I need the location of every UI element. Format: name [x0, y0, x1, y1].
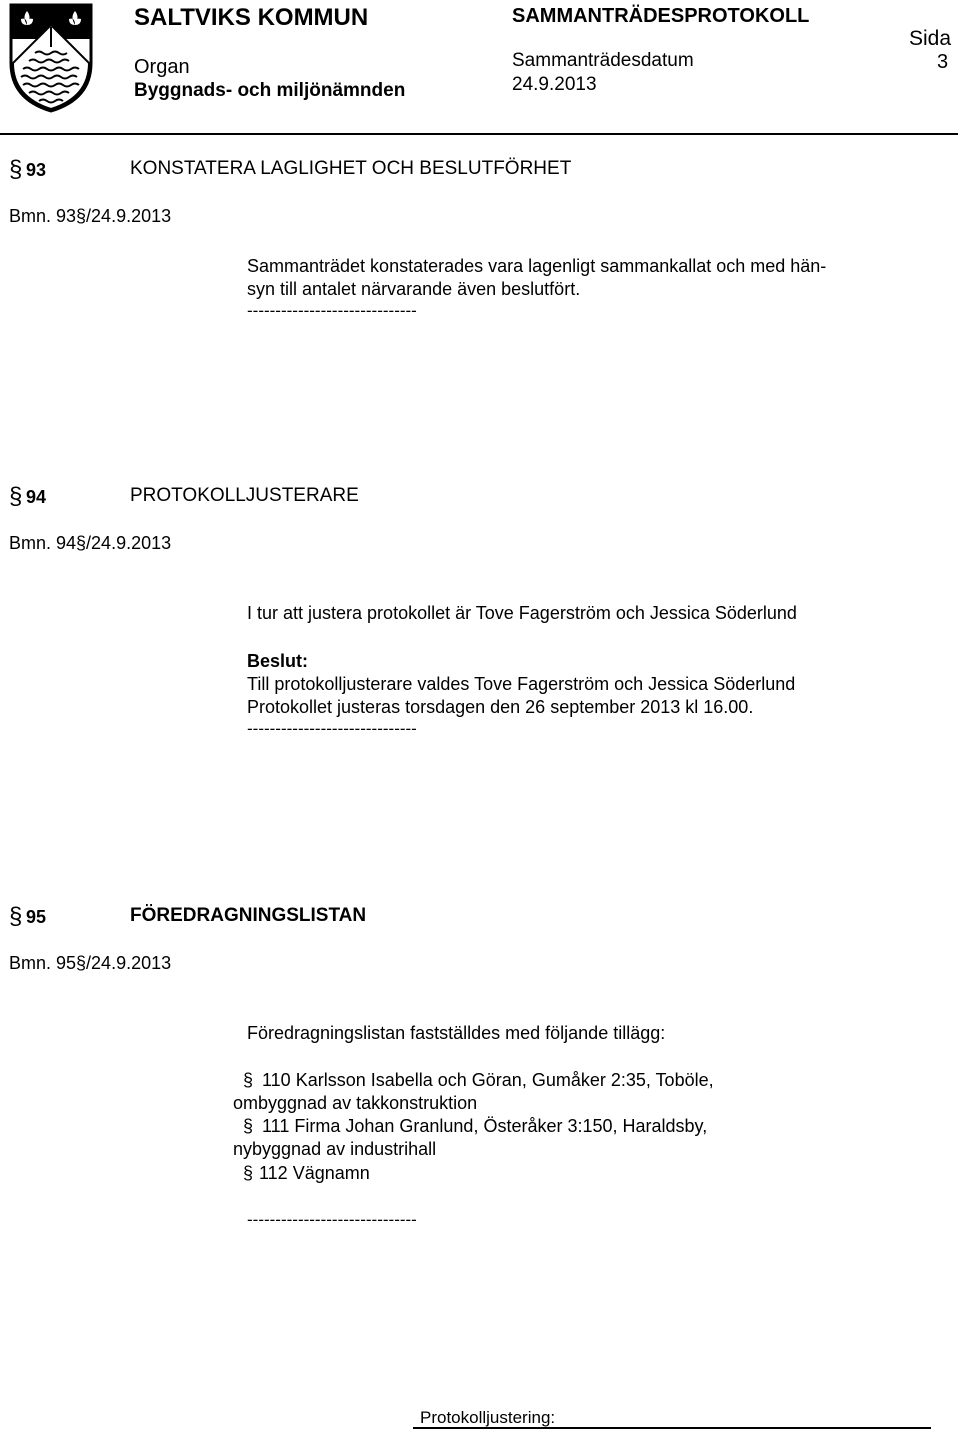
municipality-name: SALTVIKS KOMMUN — [134, 4, 369, 31]
protocol-verification-label: Protokolljustering: — [420, 1408, 556, 1427]
section-number: 93 — [26, 160, 47, 180]
meeting-date-value: 24.9.2013 — [512, 74, 597, 95]
decision-text-line: Till protokolljusterare valdes Tove Fagerström och Jessica Söderlund — [247, 674, 796, 694]
municipal-coat-of-arms-logo — [9, 3, 93, 113]
decision-text-line: Protokollet justeras torsdagen den 26 september 2013 kl 16.00. — [247, 697, 754, 717]
document-type: SAMMANTRÄDESPROTOKOLL — [512, 5, 810, 27]
section-title: FÖREDRAGNINGSLISTAN — [130, 905, 367, 926]
section-symbol: § — [9, 156, 23, 183]
section-reference: Bmn. 95§/24.9.2013 — [9, 953, 172, 973]
item-line: nybyggnad av industrihall — [233, 1139, 437, 1159]
item-line: ombyggnad av takkonstruktion — [233, 1093, 478, 1113]
page-label: Sida — [909, 27, 952, 50]
section-intro: Föredragningslistan fastställdes med följande tillägg: — [247, 1023, 666, 1043]
header-divider — [0, 133, 958, 135]
item-line: 112 Vägnamn — [259, 1163, 370, 1183]
item-symbol: § — [243, 1116, 254, 1136]
meeting-date-label: Sammanträdesdatum — [512, 50, 694, 71]
section-symbol: § — [9, 903, 23, 930]
section-intro: I tur att justera protokollet är Tove Fagerström och Jessica Söderlund — [247, 603, 797, 623]
section-text-line: syn till antalet närvarande även beslutfört. — [247, 279, 581, 299]
organ-label: Organ — [134, 56, 190, 78]
item-symbol: § — [243, 1070, 254, 1090]
section-title: PROTOKOLLJUSTERARE — [130, 485, 359, 506]
section-symbol: § — [9, 483, 23, 510]
organ-value: Byggnads- och miljönämnden — [134, 80, 406, 101]
signature-line — [413, 1427, 931, 1429]
section-text-line: Sammanträdet konstaterades vara lagenligt sammankallat och med hän- — [247, 256, 827, 276]
item-line: 111 Firma Johan Granlund, Österåker 3:150, Haraldsby, — [262, 1116, 708, 1136]
item-symbol: § — [243, 1163, 254, 1183]
section-title: KONSTATERA LAGLIGHET OCH BESLUTFÖRHET — [130, 158, 572, 179]
section-reference: Bmn. 93§/24.9.2013 — [9, 206, 172, 226]
section-separator: ------------------------------ — [247, 301, 417, 320]
section-reference: Bmn. 94§/24.9.2013 — [9, 533, 172, 553]
section-number: 94 — [26, 487, 47, 507]
section-separator: ------------------------------ — [247, 1210, 417, 1229]
decision-label: Beslut: — [247, 651, 309, 671]
page-number: 3 — [937, 51, 949, 73]
section-number: 95 — [26, 907, 47, 927]
section-separator: ------------------------------ — [247, 719, 417, 738]
item-line: 110 Karlsson Isabella och Göran, Gumåker 2:35, Toböle, — [262, 1070, 714, 1090]
